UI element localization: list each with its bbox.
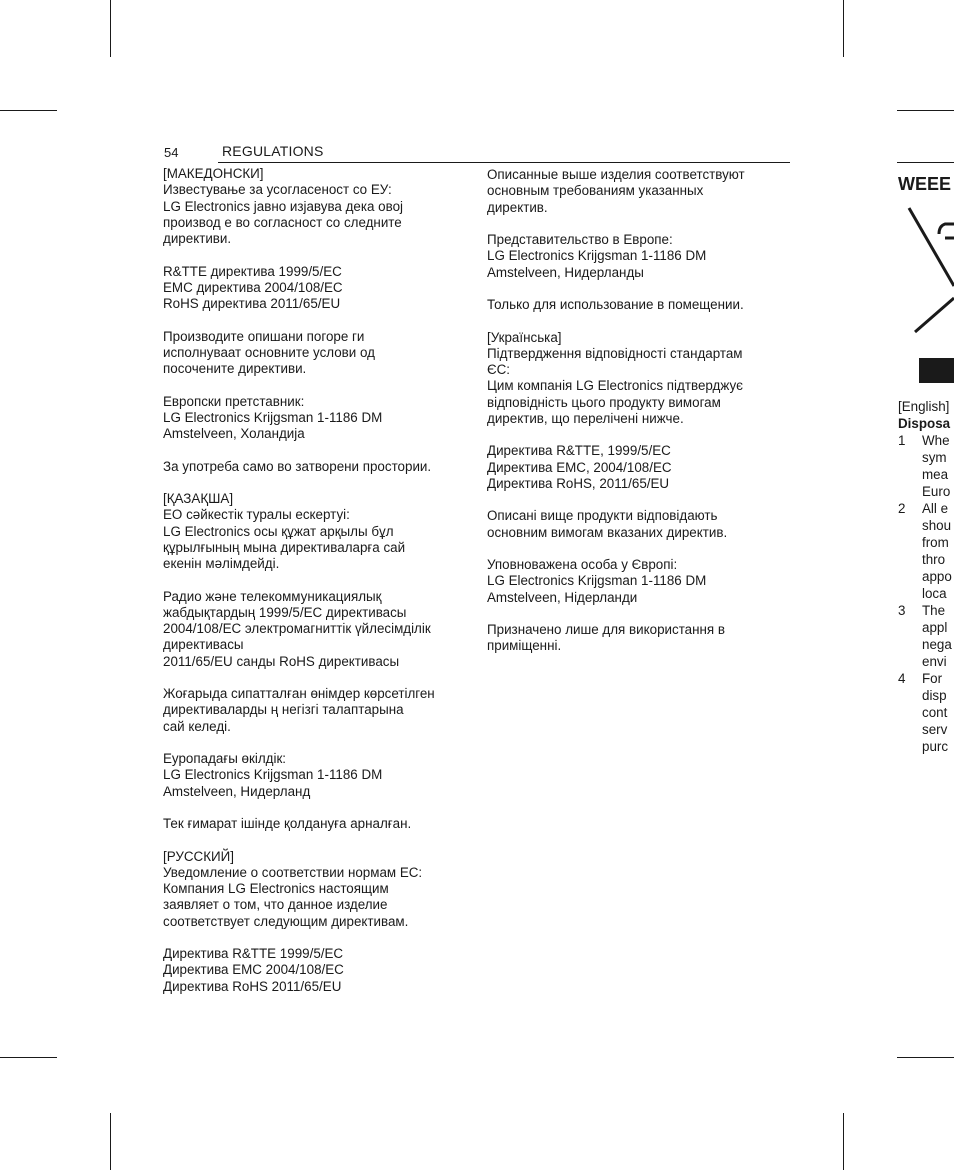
crop-mark-right-bottom bbox=[897, 1057, 954, 1058]
text-line: 2011/65/EU санды RoHS директивасы bbox=[163, 653, 400, 669]
list-item bbox=[898, 432, 954, 500]
list-item-number: 4 bbox=[898, 671, 906, 686]
language-tag: [English] bbox=[898, 399, 950, 414]
text-line: Директива EMC 2004/108/EC bbox=[163, 962, 344, 978]
text-line: R&TTE директива 1999/5/EC bbox=[163, 263, 342, 279]
text-line: Euro bbox=[922, 484, 951, 499]
paragraph bbox=[163, 491, 435, 572]
right-header-rule bbox=[897, 162, 954, 163]
text-line: purc bbox=[922, 739, 949, 754]
text-line: құрылғының мына директиваларға сай bbox=[163, 539, 406, 555]
text-line: 2004/108/EC электромагниттік үйлесімділік bbox=[163, 621, 431, 636]
text-line: производ е во согласност со следните bbox=[163, 214, 402, 230]
text-line: Директива RoHS, 2011/65/EU bbox=[487, 475, 670, 491]
section-title: REGULATIONS bbox=[222, 143, 324, 159]
crop-mark-right-top bbox=[897, 110, 954, 111]
paragraph bbox=[163, 849, 435, 930]
text-line: Компания LG Electronics настоящим bbox=[163, 881, 389, 896]
text-line: sym bbox=[922, 450, 947, 465]
text-line: Радио және телекоммуникациялық bbox=[163, 588, 382, 604]
crop-mark-bottom-right bbox=[843, 1113, 844, 1170]
page-number: 54 bbox=[164, 145, 179, 160]
paragraph bbox=[163, 589, 435, 670]
text-line: disp bbox=[922, 688, 947, 703]
text-line: Жоғарыда сипатталған өнімдер көрсетілген bbox=[163, 686, 435, 701]
text-line: сай келеді. bbox=[163, 718, 231, 734]
text-line: The bbox=[922, 603, 946, 618]
text-line: Европски претставник: bbox=[163, 393, 305, 409]
text-line: appl bbox=[922, 620, 948, 635]
disposal-heading: Disposa bbox=[898, 416, 951, 431]
text-line: Описанные выше изделия соответствуют bbox=[487, 167, 745, 182]
paragraph bbox=[487, 557, 745, 606]
text-line: Представительство в Европе: bbox=[487, 232, 673, 247]
text-line: LG Electronics осы құжат арқылы бұл bbox=[163, 523, 394, 539]
text-line: Описані вище продукти відповідають bbox=[487, 508, 718, 524]
text-line: Только для использование в помещении. bbox=[487, 297, 744, 312]
text-line: Директива R&TTE 1999/5/EC bbox=[163, 946, 344, 961]
paragraph bbox=[163, 264, 435, 313]
text-line: envi bbox=[922, 654, 947, 669]
text-line: заявляет о том, что данное изделие bbox=[163, 897, 388, 913]
text-line: appo bbox=[922, 569, 952, 584]
text-line: cont bbox=[922, 705, 948, 720]
text-line: from bbox=[922, 535, 949, 550]
text-line: LG Electronics Krijgsman 1-1186 DM bbox=[163, 767, 383, 783]
weee-bar-mark bbox=[919, 358, 954, 383]
paragraph bbox=[163, 946, 435, 995]
text-line: директив. bbox=[487, 199, 548, 215]
text-line: директиваларды ң негізгі талаптарына bbox=[163, 702, 404, 718]
crop-mark-top-left bbox=[110, 0, 111, 57]
paragraph bbox=[487, 167, 745, 216]
list-item bbox=[898, 602, 954, 670]
text-line: Whe bbox=[922, 433, 950, 448]
text-line: Підтвердження відповідності стандартам bbox=[487, 345, 743, 361]
text-line: serv bbox=[922, 722, 948, 737]
text-line: LG Electronics Krijgsman 1-1186 DM bbox=[487, 248, 707, 264]
paragraph bbox=[487, 232, 745, 281]
text-line: відповідність цього продукту вимогам bbox=[487, 394, 721, 410]
paragraph bbox=[163, 816, 435, 832]
text-line: nega bbox=[922, 637, 952, 652]
text-line: ЄС: bbox=[487, 362, 511, 377]
weee-text bbox=[898, 398, 954, 755]
text-line: Тек ғимарат ішінде қолдануға арналған. bbox=[163, 816, 412, 831]
text-line: EMC директива 2004/108/EC bbox=[163, 279, 343, 295]
paragraph bbox=[163, 329, 435, 378]
crop-mark-top-right bbox=[843, 0, 844, 57]
crop-mark-bottom-left bbox=[110, 1113, 111, 1170]
list-item bbox=[898, 670, 954, 755]
list-item bbox=[898, 500, 954, 602]
paragraph bbox=[163, 394, 435, 443]
text-line: loca bbox=[922, 586, 947, 601]
weee-title: WEEE bbox=[898, 174, 952, 194]
text-line: Amstelveen, Нидерланды bbox=[487, 264, 644, 280]
text-line: Директива R&TTE, 1999/5/EC bbox=[487, 443, 671, 459]
text-line: Уповноважена особа у Європі: bbox=[487, 557, 678, 572]
text-line: приміщенні. bbox=[487, 638, 562, 654]
text-line: Директива EMC, 2004/108/EC bbox=[487, 459, 672, 475]
text-line: LG Electronics Krijgsman 1-1186 DM bbox=[163, 409, 383, 425]
text-line: Еуропадағы өкілдік: bbox=[163, 751, 287, 766]
paragraph bbox=[163, 751, 435, 800]
text-line: основным требованиям указанных bbox=[487, 183, 704, 199]
text-line: директив, що перелічені нижче. bbox=[487, 410, 684, 426]
text-line: LG Electronics јавно изјавува дека овој bbox=[163, 198, 403, 214]
paragraph bbox=[163, 459, 435, 475]
text-line: [МАКЕДОНСКИ] bbox=[163, 166, 264, 181]
crop-mark-left-bottom bbox=[0, 1057, 57, 1058]
text-line: посочените директиви. bbox=[163, 361, 307, 376]
text-line: Уведомление о соответствии нормам ЕС: bbox=[163, 864, 423, 880]
text-line: соответствует следующим директивам. bbox=[163, 913, 409, 929]
text-line: Цим компанія LG Electronics підтверджує bbox=[487, 378, 743, 394]
paragraph bbox=[487, 443, 745, 492]
text-line: директиви. bbox=[163, 231, 232, 246]
text-line: Известување за усогласеност со ЕУ: bbox=[163, 182, 392, 198]
text-line: ЕО сәйкестік туралы ескертуі: bbox=[163, 507, 350, 523]
text-line: mea bbox=[922, 467, 949, 482]
paragraph bbox=[163, 686, 435, 735]
text-line: Производите опишани погоре ги bbox=[163, 328, 365, 344]
text-line: Amstelveen, Холандија bbox=[163, 426, 305, 441]
text-line: [Українська] bbox=[487, 329, 562, 345]
paragraph bbox=[487, 330, 745, 428]
text-column-left bbox=[163, 166, 435, 995]
crop-mark-left-top bbox=[0, 110, 57, 111]
paragraph bbox=[163, 166, 435, 247]
paragraph bbox=[487, 508, 745, 541]
text-line: За употреба само во затворени простории. bbox=[163, 458, 432, 474]
text-line: екенін мәлімдейді. bbox=[163, 556, 280, 571]
text-line: исполнуваат основните услови од bbox=[163, 344, 375, 360]
text-line: Призначено лише для використання в bbox=[487, 622, 726, 637]
text-line: shou bbox=[922, 518, 952, 533]
text-line: For bbox=[922, 671, 943, 686]
text-line: LG Electronics Krijgsman 1-1186 DM bbox=[487, 573, 707, 589]
text-column-middle bbox=[487, 167, 745, 655]
text-line: Amstelveen, Нидерланд bbox=[163, 783, 311, 799]
list-item-number: 2 bbox=[898, 501, 906, 516]
text-line: Amstelveen, Нідерланди bbox=[487, 589, 638, 605]
crossed-bin-icon bbox=[905, 202, 954, 342]
text-line: основним вимогам вказаних директив. bbox=[487, 524, 728, 540]
weee-list bbox=[898, 432, 954, 755]
text-line: [ҚАЗАҚША] bbox=[163, 491, 234, 506]
text-line: Директива RoHS 2011/65/EU bbox=[163, 978, 342, 994]
text-line: RoHS директива 2011/65/EU bbox=[163, 296, 341, 311]
paragraph bbox=[487, 297, 745, 313]
text-line: thro bbox=[922, 552, 946, 567]
paragraph bbox=[487, 622, 745, 655]
header-rule bbox=[218, 162, 790, 163]
text-line: [РУССКИЙ] bbox=[163, 848, 234, 864]
text-line: All e bbox=[922, 501, 949, 516]
list-item-number: 1 bbox=[898, 433, 906, 448]
text-line: жабдықтардың 1999/5/EC директивасы bbox=[163, 604, 407, 620]
list-item-number: 3 bbox=[898, 603, 906, 618]
text-line: директивасы bbox=[163, 637, 244, 653]
